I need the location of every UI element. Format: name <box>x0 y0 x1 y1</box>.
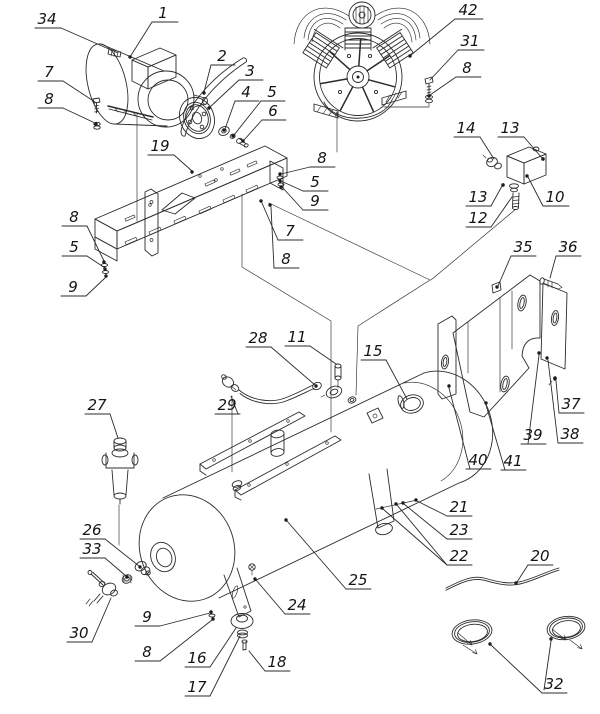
part-label-27 <box>85 396 118 438</box>
leader-dot <box>414 498 417 501</box>
part-number: 38 <box>560 425 580 443</box>
belt-illustration <box>181 58 247 136</box>
part-label-9 <box>135 608 213 626</box>
part-label-40 <box>447 384 491 469</box>
leader-line <box>160 613 210 626</box>
pulley-illustration <box>174 92 220 143</box>
part-number: 30 <box>69 624 89 642</box>
leader-line <box>556 381 559 413</box>
leader-line <box>411 19 455 55</box>
part-label-10 <box>525 174 569 206</box>
leader-dot <box>268 203 271 206</box>
part-number: 15 <box>363 342 383 360</box>
part-label-25 <box>284 518 371 589</box>
part-number: 6 <box>268 102 278 120</box>
part-number: 22 <box>449 547 469 565</box>
part-number: 36 <box>558 238 578 256</box>
leader-line <box>550 256 556 278</box>
leader-line <box>63 81 95 102</box>
leader-dot <box>484 401 487 404</box>
part-label-15 <box>361 342 407 399</box>
part-number: 8 <box>69 208 79 226</box>
part-label-5 <box>62 238 107 271</box>
leader-line <box>417 501 447 516</box>
part-label-14 <box>454 119 494 159</box>
leader-line <box>517 565 528 582</box>
part-label-13 <box>498 119 545 161</box>
part-number: 13 <box>468 188 488 206</box>
leader-line <box>244 120 262 140</box>
part-number: 35 <box>513 238 533 256</box>
part-label-18 <box>249 651 290 671</box>
part-label-8 <box>427 59 481 98</box>
belt-guard-illustration <box>438 275 567 417</box>
part-number: 13 <box>500 119 520 137</box>
part-number: 33 <box>82 540 102 558</box>
leader-line <box>449 388 470 469</box>
leader-dot <box>202 91 205 94</box>
leader-line <box>548 360 558 443</box>
part-label-9 <box>61 274 108 296</box>
part-number: 39 <box>523 426 543 444</box>
part-label-36 <box>550 238 581 278</box>
part-label-30 <box>67 598 111 642</box>
part-label-16 <box>185 628 236 667</box>
part-number: 9 <box>310 192 320 210</box>
leader-dot <box>408 54 411 57</box>
leader-line <box>310 346 336 364</box>
leader-dot <box>549 637 552 640</box>
part-number: 9 <box>142 608 152 626</box>
leader-dot <box>284 518 287 521</box>
part-number: 16 <box>187 649 207 667</box>
part-number: 21 <box>449 498 469 516</box>
part-number: 20 <box>530 547 550 565</box>
leader-dot <box>501 183 504 186</box>
part-label-11 <box>285 328 336 364</box>
part-label-34 <box>35 10 118 53</box>
leader-dot <box>207 106 210 109</box>
leader-dot <box>401 501 404 504</box>
leader-line <box>130 22 152 57</box>
leader-dot <box>104 274 107 277</box>
base-plate-illustration <box>95 146 287 274</box>
part-number: 25 <box>348 571 368 589</box>
part-number: 2 <box>217 47 227 65</box>
part-number: 8 <box>317 149 327 167</box>
part-number: 9 <box>68 278 78 296</box>
leader-line <box>480 137 494 159</box>
leader-dot <box>138 565 141 568</box>
leader-line <box>210 628 236 667</box>
part-number: 19 <box>150 137 170 155</box>
leader-dot <box>427 94 430 97</box>
part-number: 11 <box>287 328 307 346</box>
part-number: 8 <box>142 643 152 661</box>
leader-line <box>271 207 274 268</box>
filter-regulator-illustration <box>102 438 138 545</box>
part-label-7 <box>259 199 303 240</box>
leader-dot <box>102 260 105 263</box>
leader-dot <box>279 185 282 188</box>
leader-line <box>282 187 303 210</box>
leader-line <box>528 177 543 206</box>
leader-dot <box>553 377 556 380</box>
unloader-valve <box>485 156 498 168</box>
part-number: 5 <box>310 173 320 191</box>
part-label-35 <box>495 238 536 289</box>
leader-dot <box>278 179 281 182</box>
part-label-8 <box>38 90 98 126</box>
leader-dot <box>231 134 234 137</box>
part-number: 17 <box>187 678 207 696</box>
leader-line <box>61 28 118 53</box>
leader-line <box>491 197 512 227</box>
motor-illustration <box>79 40 208 129</box>
leader-line <box>234 101 261 135</box>
leader-line <box>430 50 458 80</box>
leader-line <box>262 203 278 240</box>
leader-dot <box>314 384 317 387</box>
tank-illustration <box>124 364 492 650</box>
leader-dot <box>211 617 214 620</box>
part-number: 34 <box>37 10 57 28</box>
leader-line <box>110 414 118 438</box>
part-number: 12 <box>468 209 488 227</box>
leader-line <box>204 65 211 92</box>
leader-dot <box>545 356 548 359</box>
leader-line <box>174 155 192 171</box>
leader-dot <box>259 199 262 202</box>
part-number: 4 <box>241 83 251 101</box>
power-cable-illustration <box>446 568 559 590</box>
part-label-9 <box>279 185 328 210</box>
leader-dot <box>103 267 106 270</box>
nut <box>121 573 134 585</box>
leader-line <box>430 77 456 95</box>
part-label-33 <box>80 540 129 579</box>
part-number: 23 <box>449 521 469 539</box>
part-label-6 <box>241 102 286 143</box>
part-label-5 <box>278 173 328 191</box>
leader-dot <box>253 577 256 580</box>
leader-line <box>383 509 447 565</box>
part-number: 32 <box>544 675 564 693</box>
leader-dot <box>447 384 450 387</box>
part-label-20 <box>514 547 553 585</box>
part-label-41 <box>484 401 526 470</box>
leader-line <box>92 598 111 642</box>
leader-line <box>486 405 505 470</box>
coiled-hoses-illustration <box>451 614 587 654</box>
leader-dot <box>380 506 383 509</box>
part-number: 5 <box>69 238 79 256</box>
part-number: 40 <box>468 451 488 469</box>
pump-illustration <box>294 2 430 121</box>
leader-dot <box>222 128 225 131</box>
leader-line <box>397 505 447 565</box>
part-number: 41 <box>503 452 523 470</box>
leader-line <box>249 651 265 671</box>
part-label-29 <box>215 396 240 414</box>
leader-dot <box>128 55 131 58</box>
part-number: 1 <box>158 4 168 22</box>
leader-line <box>491 645 542 693</box>
leader-line <box>87 226 104 261</box>
leader-dot <box>125 575 128 578</box>
part-label-32 <box>488 637 567 693</box>
leader-dot <box>94 122 97 125</box>
part-number: 5 <box>267 83 277 101</box>
part-number: 14 <box>456 119 476 137</box>
leader-line <box>256 580 285 614</box>
leader-dot <box>209 610 212 613</box>
part-number: 31 <box>460 32 480 50</box>
part-label-31 <box>430 32 484 80</box>
leader-dot <box>394 502 397 505</box>
part-number: 26 <box>82 521 102 539</box>
leader-line <box>86 277 106 296</box>
part-number: 8 <box>44 90 54 108</box>
leader-line <box>386 360 407 399</box>
leader-dot <box>537 351 540 354</box>
pressure-gauge <box>397 392 426 415</box>
leader-line <box>225 101 235 129</box>
part-number: 7 <box>44 63 54 81</box>
part-number: 29 <box>217 396 237 414</box>
leader-line <box>491 186 502 206</box>
leader-dot <box>278 172 281 175</box>
part-label-28 <box>246 329 318 388</box>
leader-dot <box>241 139 244 142</box>
leader-line <box>105 558 126 576</box>
leader-dot <box>525 174 528 177</box>
part-number: 3 <box>245 62 255 80</box>
part-number: 7 <box>285 222 295 240</box>
part-number: 24 <box>287 596 307 614</box>
part-label-39 <box>521 351 546 444</box>
plate-square-hole <box>162 193 195 214</box>
part-number: 42 <box>458 1 478 19</box>
part-label-24 <box>253 577 310 614</box>
leader-dot <box>488 642 491 645</box>
leader-dot <box>495 285 498 288</box>
leader-dot <box>190 170 193 173</box>
leader-line <box>498 256 511 286</box>
part-label-19 <box>148 137 194 174</box>
leader-line <box>281 167 310 174</box>
part-number: 27 <box>87 396 107 414</box>
leader-line <box>63 108 95 123</box>
leader-line <box>271 347 315 385</box>
leader-dot <box>514 581 517 584</box>
part-number: 28 <box>248 329 268 347</box>
safety-valve <box>220 374 240 393</box>
leader-line <box>287 521 346 589</box>
part-number: 8 <box>462 59 472 77</box>
leader-dot <box>541 157 544 160</box>
part-number: 10 <box>545 188 565 206</box>
part-number: 8 <box>281 250 291 268</box>
part-number: 37 <box>561 395 581 413</box>
part-number: 18 <box>267 653 287 671</box>
part-label-13 <box>466 183 505 206</box>
guard-side-panel <box>438 316 456 399</box>
part-label-37 <box>553 377 584 413</box>
